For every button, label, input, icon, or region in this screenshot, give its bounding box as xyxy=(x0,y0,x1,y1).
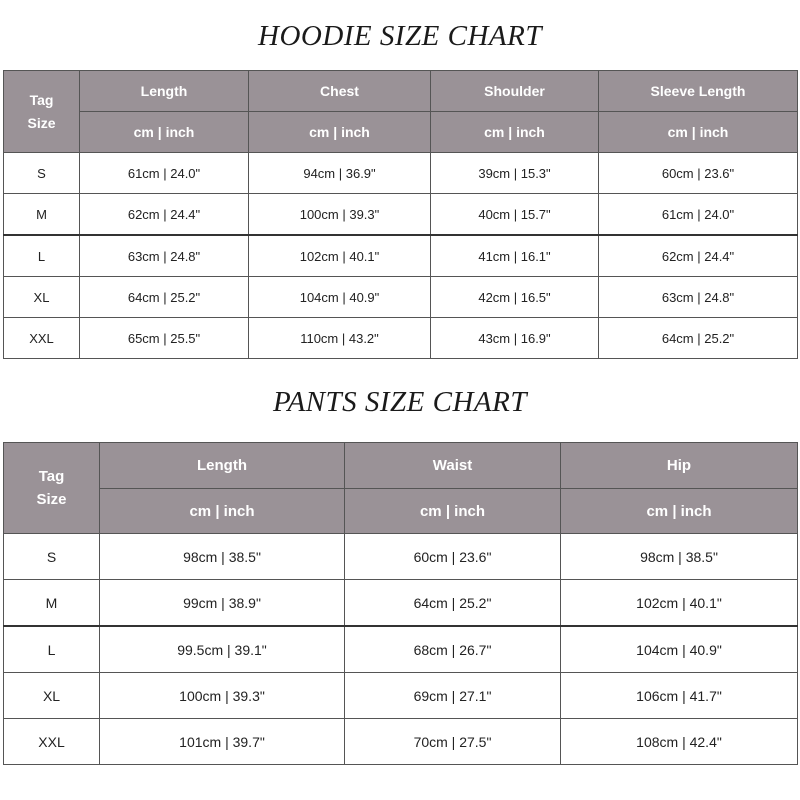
waist-cell: 69cm | 27.1" xyxy=(345,673,561,719)
sleeve-length-cell: 60cm | 23.6" xyxy=(599,153,798,194)
length-cell: 101cm | 39.7" xyxy=(100,719,345,765)
unit-label: cm | inch xyxy=(80,112,249,153)
unit-label: cm | inch xyxy=(345,489,561,534)
unit-label: cm | inch xyxy=(599,112,798,153)
sleeve-length-cell: 64cm | 25.2" xyxy=(599,318,798,359)
hip-cell: 108cm | 42.4" xyxy=(561,719,798,765)
hoodie-chart-title: HOODIE SIZE CHART xyxy=(258,20,542,52)
chest-cell: 100cm | 39.3" xyxy=(249,194,431,236)
column-header-length: Length xyxy=(100,443,345,489)
shoulder-cell: 43cm | 16.9" xyxy=(431,318,599,359)
table-row xyxy=(4,626,798,673)
column-header-waist: Waist xyxy=(345,443,561,489)
hip-cell: 98cm | 38.5" xyxy=(561,534,798,580)
chest-cell: 104cm | 40.9" xyxy=(249,277,431,318)
hip-cell: 106cm | 41.7" xyxy=(561,673,798,719)
size-cell: S xyxy=(4,153,80,194)
waist-cell: 68cm | 26.7" xyxy=(345,626,561,673)
sleeve-length-cell: 63cm | 24.8" xyxy=(599,277,798,318)
size-cell: XL xyxy=(4,277,80,318)
unit-label: cm | inch xyxy=(100,489,345,534)
table-row xyxy=(4,719,798,765)
tag-label: Tag xyxy=(38,468,65,485)
hip-cell: 104cm | 40.9" xyxy=(561,626,798,673)
pants-size-table xyxy=(3,442,798,765)
column-header-chest: Chest xyxy=(249,71,431,112)
sleeve-length-cell: 62cm | 24.4" xyxy=(599,235,798,277)
unit-label: cm | inch xyxy=(249,112,431,153)
shoulder-cell: 40cm | 15.7" xyxy=(431,194,599,236)
column-header-hip: Hip xyxy=(561,443,798,489)
chest-cell: 110cm | 43.2" xyxy=(249,318,431,359)
pants-chart-title: PANTS SIZE CHART xyxy=(272,386,527,418)
length-cell: 62cm | 24.4" xyxy=(80,194,249,236)
shoulder-cell: 42cm | 16.5" xyxy=(431,277,599,318)
shoulder-cell: 39cm | 15.3" xyxy=(431,153,599,194)
size-cell: M xyxy=(4,194,80,236)
size-cell: S xyxy=(4,534,100,580)
size-label: Size xyxy=(36,491,67,508)
length-cell: 100cm | 39.3" xyxy=(100,673,345,719)
waist-cell: 60cm | 23.6" xyxy=(345,534,561,580)
size-label: Size xyxy=(27,114,56,131)
length-cell: 61cm | 24.0" xyxy=(80,153,249,194)
length-cell: 65cm | 25.5" xyxy=(80,318,249,359)
length-cell: 99cm | 38.9" xyxy=(100,580,345,627)
table-row xyxy=(4,673,798,719)
tag-label: Tag xyxy=(29,91,54,108)
size-cell: L xyxy=(4,626,100,673)
length-cell: 99.5cm | 39.1" xyxy=(100,626,345,673)
tag-size-header xyxy=(4,71,80,153)
length-cell: 63cm | 24.8" xyxy=(80,235,249,277)
unit-label: cm | inch xyxy=(431,112,599,153)
table-row xyxy=(4,277,798,318)
waist-cell: 64cm | 25.2" xyxy=(345,580,561,627)
shoulder-cell: 41cm | 16.1" xyxy=(431,235,599,277)
table-row xyxy=(4,580,798,627)
column-header-shoulder: Shoulder xyxy=(431,71,599,112)
unit-label: cm | inch xyxy=(561,489,798,534)
length-cell: 64cm | 25.2" xyxy=(80,277,249,318)
size-cell: XL xyxy=(4,673,100,719)
table-row xyxy=(4,194,798,236)
size-cell: XXL xyxy=(4,318,80,359)
table-row xyxy=(4,318,798,359)
length-cell: 98cm | 38.5" xyxy=(100,534,345,580)
chest-cell: 94cm | 36.9" xyxy=(249,153,431,194)
waist-cell: 70cm | 27.5" xyxy=(345,719,561,765)
table-row xyxy=(4,153,798,194)
size-cell: M xyxy=(4,580,100,627)
table-row xyxy=(4,235,798,277)
size-cell: L xyxy=(4,235,80,277)
column-header-sleeve-length: Sleeve Length xyxy=(599,71,798,112)
chest-cell: 102cm | 40.1" xyxy=(249,235,431,277)
sleeve-length-cell: 61cm | 24.0" xyxy=(599,194,798,236)
table-row xyxy=(4,534,798,580)
tag-size-header xyxy=(4,443,100,534)
hoodie-size-table xyxy=(3,70,798,359)
hip-cell: 102cm | 40.1" xyxy=(561,580,798,627)
size-cell: XXL xyxy=(4,719,100,765)
column-header-length: Length xyxy=(80,71,249,112)
